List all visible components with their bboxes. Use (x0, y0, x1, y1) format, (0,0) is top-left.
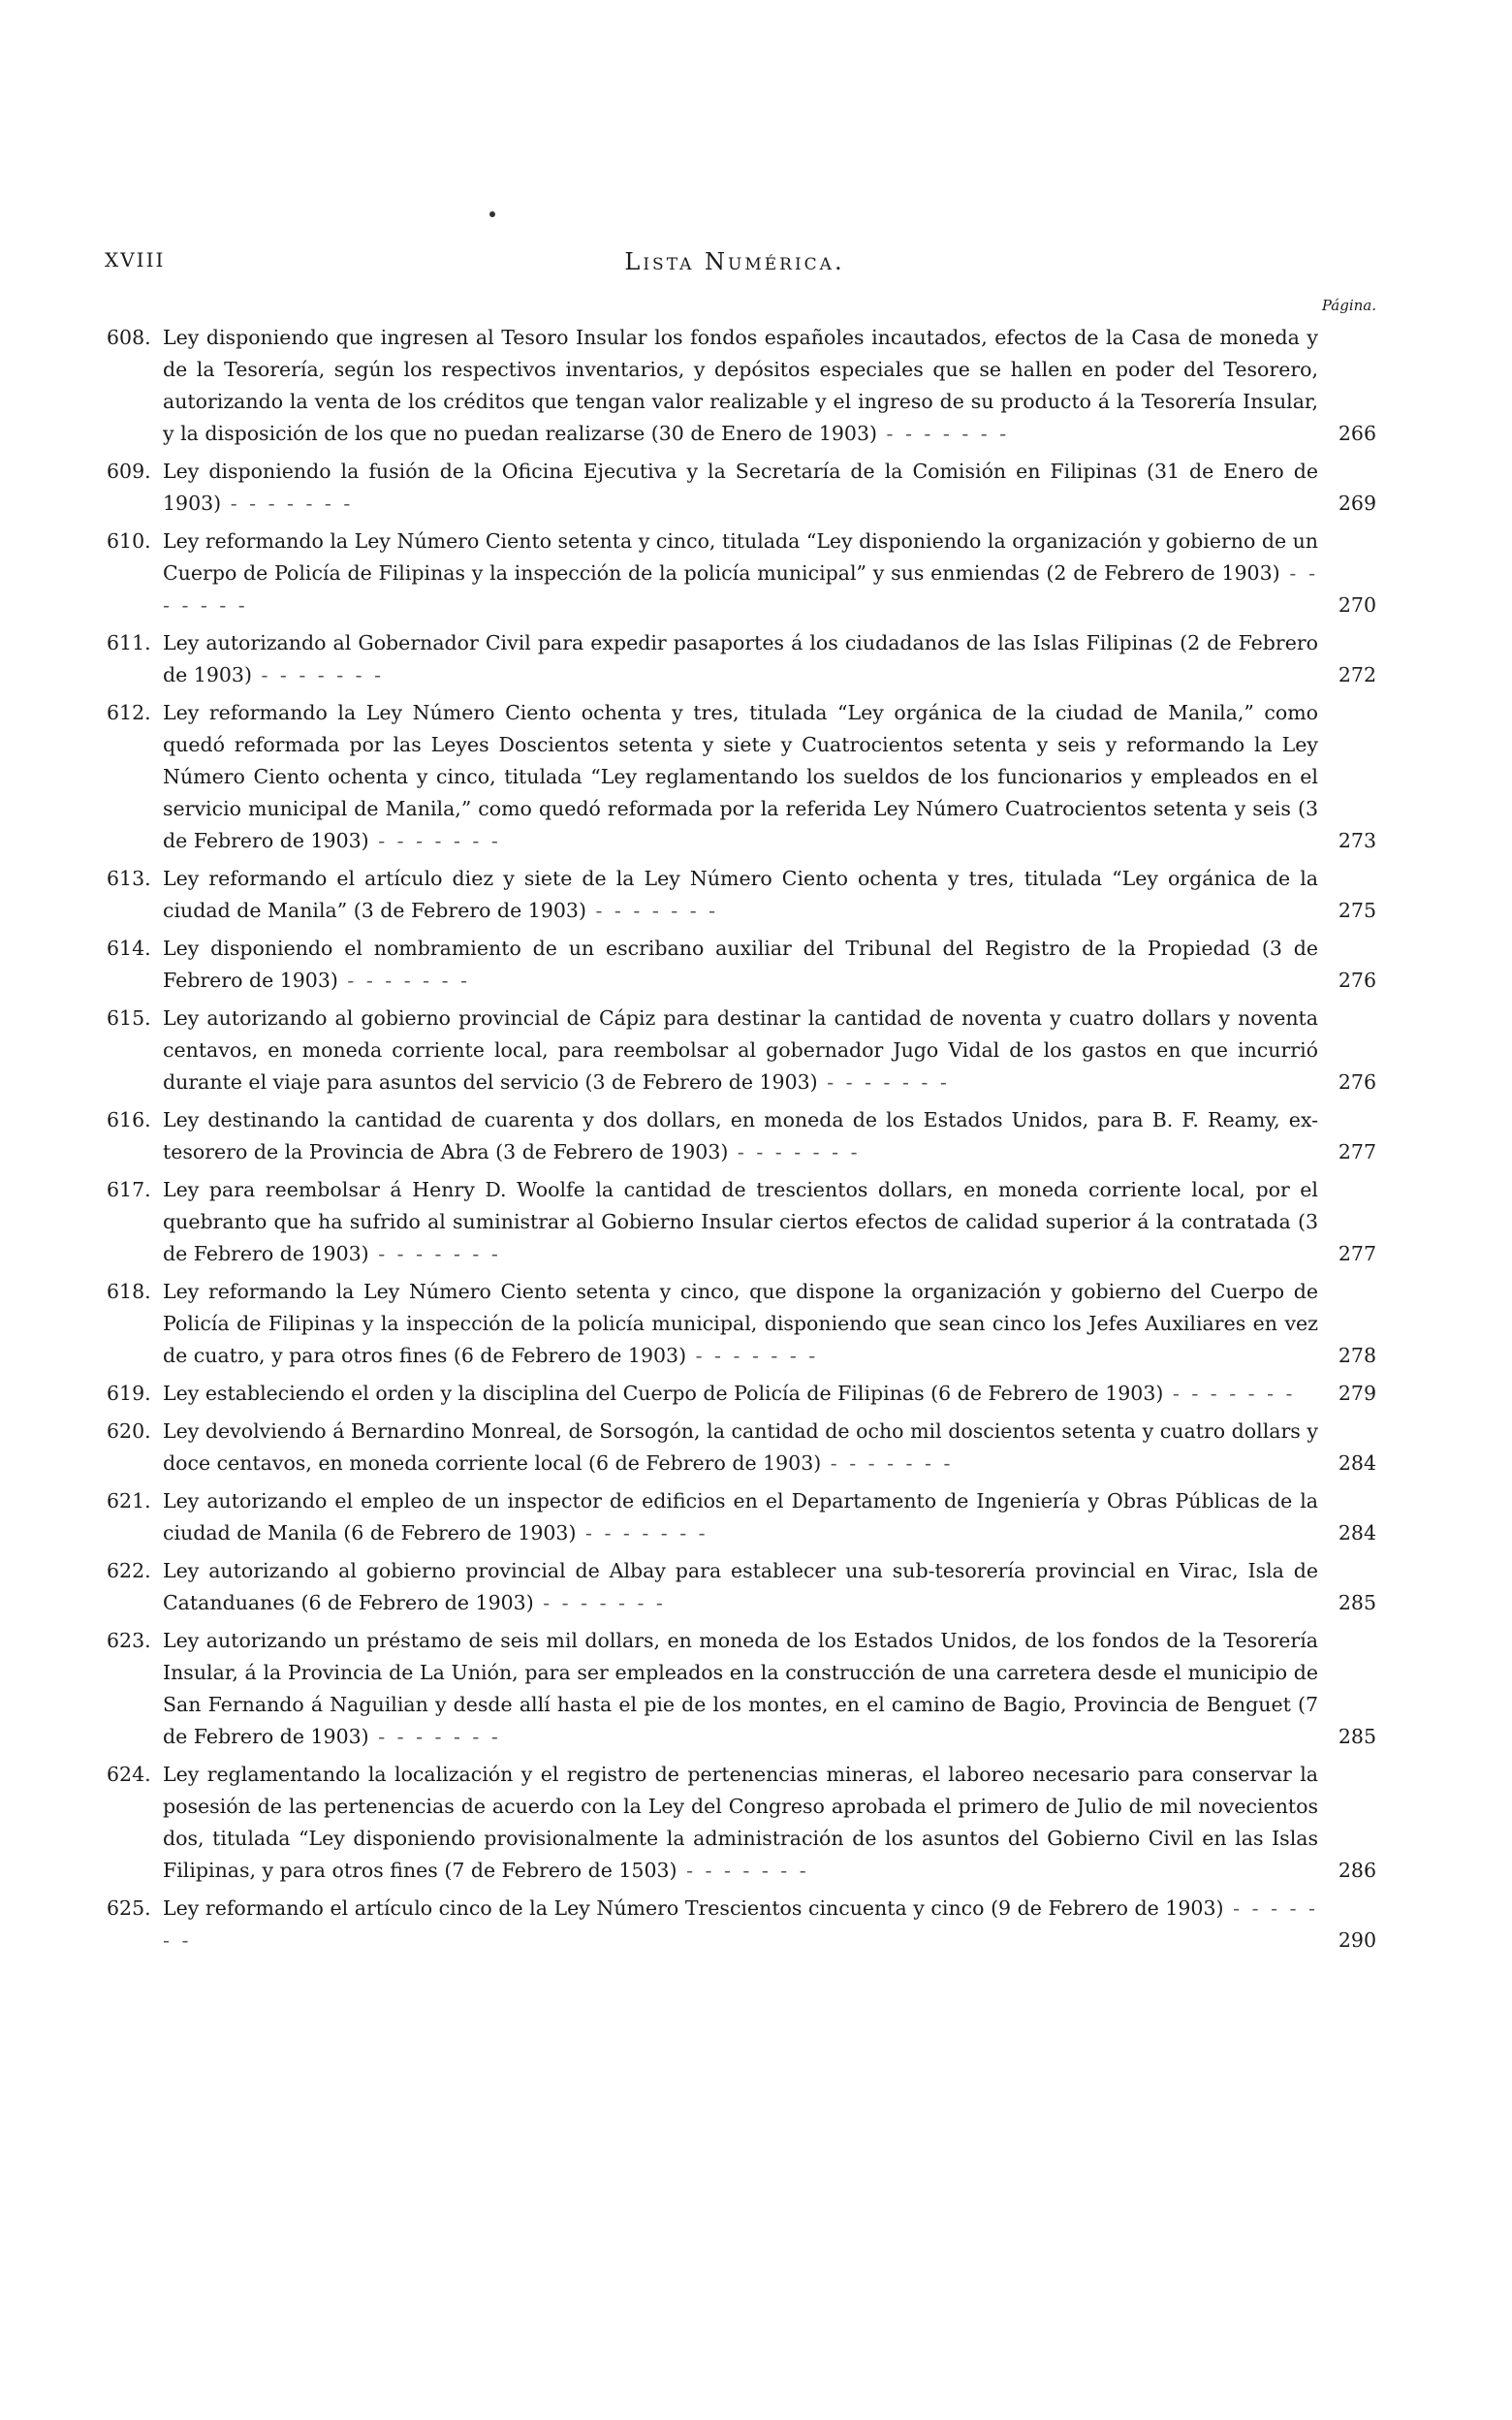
list-item (107, 322, 1376, 450)
dot-leader: - - - - - - - (1163, 1382, 1296, 1405)
entry-number: 612. (107, 701, 151, 724)
entry-text (163, 322, 1318, 450)
entry-text (163, 456, 1318, 520)
list-item (107, 863, 1376, 927)
entry-body (163, 1276, 1376, 1372)
entry-number: 609. (107, 460, 151, 483)
entry-number: 625. (107, 1896, 151, 1920)
entry-text (163, 1003, 1318, 1099)
entry-page: 278 (1338, 1344, 1376, 1367)
list-item (107, 1759, 1376, 1887)
dot-leader: - - - - - - - (686, 1344, 819, 1367)
entry-body (163, 456, 1376, 520)
list-item (107, 1625, 1376, 1753)
entry-title: Ley reformando el artículo cinco de la Ley Número Trescientos cincuenta y cinco (9 de Febrero de 1903) (163, 1896, 1224, 1920)
entry-text (163, 1625, 1318, 1753)
entry-title: Ley para reembolsar á Henry D. Woolfe la cantidad de trescientos dollars, en moneda corriente local, por el quebranto que ha sufrido al suministrar al Gobierno Insular ciertos efectos de calidad superior á la contratada (3 de Febrero de 1903) (163, 1178, 1318, 1265)
entry-page: 276 (1338, 1070, 1376, 1094)
entry-body (163, 1104, 1376, 1168)
entry-page: 272 (1338, 663, 1376, 686)
dot-leader: - - - - - - - (533, 1591, 666, 1614)
dot-leader: - - - - - - - (817, 1070, 950, 1094)
entry-text (163, 933, 1318, 997)
list-item (107, 525, 1376, 621)
dot-leader: - - - - - - - (585, 899, 719, 922)
entry-text (163, 1174, 1318, 1270)
entry-page: 269 (1338, 492, 1376, 515)
entry-body (163, 1378, 1376, 1410)
entry-body (163, 697, 1376, 857)
page-number: XVIII (105, 248, 166, 271)
dot-leader: - - - - - - - (877, 422, 1010, 445)
list-item (107, 456, 1376, 520)
entry-title: Ley reformando la Ley Número Ciento setenta y cinco, titulada “Ley disponiendo la organización y gobierno de un Cuerpo de Policía de Filipinas y la inspección de la policía municipal” y sus enmiendas (2 de Febrero de 1903) (163, 529, 1318, 585)
entry-title: Ley autorizando al gobierno provincial de Albay para establecer una sub-tesorería provincial en Virac, Isla de Catanduanes (6 de Febrero de 1903) (163, 1559, 1318, 1614)
entry-number: 614. (107, 937, 151, 960)
page-header (105, 248, 1365, 287)
entry-title: Ley autorizando el empleo de un inspector de edificios en el Departamento de Ingeniería y Obras Públicas de la ciudad de Manila (6 de Febrero de 1903) (163, 1489, 1318, 1544)
entry-title: Ley autorizando al Gobernador Civil para expedir pasaportes á los ciudadanos de las Islas Filipinas (2 de Febrero de 1903) (163, 631, 1318, 686)
entry-page: 284 (1338, 1521, 1376, 1544)
entry-number: 617. (107, 1178, 151, 1201)
entry-body (163, 627, 1376, 691)
entry-text (163, 1378, 1318, 1410)
entry-page: 277 (1338, 1140, 1376, 1163)
entry-body (163, 863, 1376, 927)
entry-number: 621. (107, 1489, 151, 1512)
list-item (107, 697, 1376, 857)
list-item (107, 1555, 1376, 1619)
entry-number: 620. (107, 1419, 151, 1443)
entry-number: 618. (107, 1280, 151, 1303)
entry-text (163, 1759, 1318, 1887)
entry-text (163, 1276, 1318, 1372)
entry-title: Ley reglamentando la localización y el registro de pertenencias mineras, el laboreo necesario para conservar la posesión de las pertenencias de acuerdo con la Ley del Congreso aprobada el primero de Julio de mil novecientos dos, titulada “Ley disponiendo provisionalmente la administración de los asuntos del Gobierno Civil en las Islas Filipinas, y para otros fines (7 de Febrero de 1503) (163, 1763, 1318, 1882)
entry-text (163, 1485, 1318, 1549)
entry-number: 623. (107, 1629, 151, 1652)
dot-leader: - - - - - - - (337, 969, 470, 992)
list-item (107, 1276, 1376, 1372)
entry-text (163, 697, 1318, 857)
entry-number: 611. (107, 631, 151, 654)
entry-number: 615. (107, 1006, 151, 1030)
entry-title: Ley estableciendo el orden y la disciplina del Cuerpo de Policía de Filipinas (6 de Febrero de 1903) (163, 1382, 1164, 1405)
list-item (107, 1174, 1376, 1270)
entry-page: 277 (1338, 1242, 1376, 1265)
entry-title: Ley autorizando al gobierno provincial de Cápiz para destinar la cantidad de noventa y cuatro dollars y noventa centavos, en moneda corriente local, para reembolsar al gobernador Jugo Vidal de los gastos en que incurrió durante el viaje para asuntos del servicio (3 de Febrero de 1903) (163, 1006, 1318, 1094)
dot-leader: - - - - - - - (163, 1896, 1318, 1952)
entry-title: Ley disponiendo que ingresen al Tesoro Insular los fondos españoles incautados, efectos de la Casa de moneda y de la Tesorería, según los respectivos inventarios, y depósitos especiales que se hallen en poder del Tesorero, autorizando la venta de los créditos que tengan valor realizable y el ingreso de su producto á la Tesorería Insular, y la disposición de los que no puedan realizarse (30 de Enero de 1903) (163, 326, 1318, 445)
list-item (107, 1003, 1376, 1099)
entry-number: 608. (107, 326, 151, 349)
entry-page: 276 (1338, 969, 1376, 992)
dot-leader: - - - - - - - (221, 492, 354, 515)
entry-title: Ley reformando la Ley Número Ciento ochenta y tres, titulada “Ley orgánica de la ciudad de Manila,” como quedó reformada por las Leyes Doscientos setenta y siete y Cuatrocientos setenta y seis y reformando la Ley Número Ciento ochenta y cinco, titulada “Ley reglamentando los sueldos de los funcionarios y empleados en el servicio municipal de Manila,” como quedó reformada por la referida Ley Número Cuatrocientos setenta y seis (3 de Febrero de 1903) (163, 701, 1318, 852)
entry-title: Ley devolviendo á Bernardino Monreal, de Sorsogón, la cantidad de ocho mil doscientos setenta y cuatro dollars y doce centavos, en moneda corriente local (6 de Febrero de 1903) (163, 1419, 1318, 1475)
entry-title: Ley disponiendo el nombramiento de un escribano auxiliar del Tribunal del Registro de la Propiedad (3 de Febrero de 1903) (163, 937, 1318, 992)
entry-page: 285 (1338, 1725, 1376, 1748)
entry-body (163, 1759, 1376, 1887)
dot-leader: - - - - - - - (677, 1859, 809, 1882)
dot-leader: - - - - - - - (163, 561, 1319, 617)
entry-body (163, 1555, 1376, 1619)
running-title: Lista Numérica. (624, 248, 845, 275)
entry-list (107, 322, 1376, 1962)
dot-leader: - - - - - - - (368, 1242, 501, 1265)
entry-title: Ley reformando la Ley Número Ciento setenta y cinco, que dispone la organización y gobierno del Cuerpo de Policía de Filipinas y la inspección de la policía municipal, disponiendo que sean cinco los Jefes Auxiliares en vez de cuatro, y para otros fines (6 de Febrero de 1903) (163, 1280, 1318, 1367)
dot-leader: - - - - - - - (821, 1451, 954, 1475)
page-column-label: Página. (1321, 297, 1376, 314)
dot-leader: - - - - - - - (728, 1140, 861, 1163)
entry-body (163, 525, 1376, 621)
entry-body (163, 1485, 1376, 1549)
dot-leader: - - - - - - - (576, 1521, 709, 1544)
entry-body (163, 322, 1376, 450)
entry-text (163, 863, 1318, 927)
entry-page: 279 (1338, 1382, 1376, 1405)
entry-title: Ley reformando el artículo diez y siete de la Ley Número Ciento ochenta y tres, titulada “Ley orgánica de la ciudad de Manila” (3 de Febrero de 1903) (163, 867, 1318, 922)
entry-text (163, 1104, 1318, 1168)
entry-text (163, 525, 1318, 621)
entry-page: 285 (1338, 1591, 1376, 1614)
list-item (107, 933, 1376, 997)
entry-page: 266 (1338, 422, 1376, 445)
entry-text (163, 1555, 1318, 1619)
entry-page: 273 (1338, 829, 1376, 852)
list-item (107, 1104, 1376, 1168)
list-item (107, 627, 1376, 691)
list-item (107, 1416, 1376, 1480)
entry-body (163, 933, 1376, 997)
entry-body (163, 1625, 1376, 1753)
entry-text (163, 1893, 1318, 1957)
list-item (107, 1893, 1376, 1957)
entry-body (163, 1416, 1376, 1480)
entry-page: 270 (1338, 593, 1376, 617)
ink-dot (489, 211, 495, 217)
entry-page: 275 (1338, 899, 1376, 922)
entry-number: 619. (107, 1382, 151, 1405)
entry-number: 622. (107, 1559, 151, 1582)
entry-title: Ley autorizando un préstamo de seis mil dollars, en moneda de los Estados Unidos, de los fondos de la Tesorería Insular, á la Provincia de La Unión, para ser empleados en la construcción de una carretera desde el municipio de San Fernando á Naguilian y desde allí hasta el pie de los montes, en el camino de Bagio, Provincia de Benguet (7 de Febrero de 1903) (163, 1629, 1318, 1748)
entry-title: Ley destinando la cantidad de cuarenta y dos dollars, en moneda de los Estados Unidos, para B. F. Reamy, ex-tesorero de la Provincia de Abra (3 de Febrero de 1903) (163, 1108, 1318, 1163)
entry-number: 624. (107, 1763, 151, 1786)
entry-page: 290 (1338, 1928, 1376, 1952)
entry-title: Ley disponiendo la fusión de la Oficina Ejecutiva y la Secretaría de la Comisión en Filipinas (31 de Enero de 1903) (163, 460, 1318, 515)
dot-leader: - - - - - - - (368, 1725, 501, 1748)
entry-text (163, 627, 1318, 691)
list-item (107, 1378, 1376, 1410)
entry-number: 616. (107, 1108, 151, 1131)
dot-leader: - - - - - - - (251, 663, 385, 686)
entry-body (163, 1893, 1376, 1957)
entry-body (163, 1003, 1376, 1099)
entry-number: 610. (107, 529, 151, 553)
entry-body (163, 1174, 1376, 1270)
entry-text (163, 1416, 1318, 1480)
entry-number: 613. (107, 867, 151, 890)
list-item (107, 1485, 1376, 1549)
dot-leader: - - - - - - - (368, 829, 501, 852)
entry-page: 284 (1338, 1451, 1376, 1475)
entry-page: 286 (1338, 1859, 1376, 1882)
